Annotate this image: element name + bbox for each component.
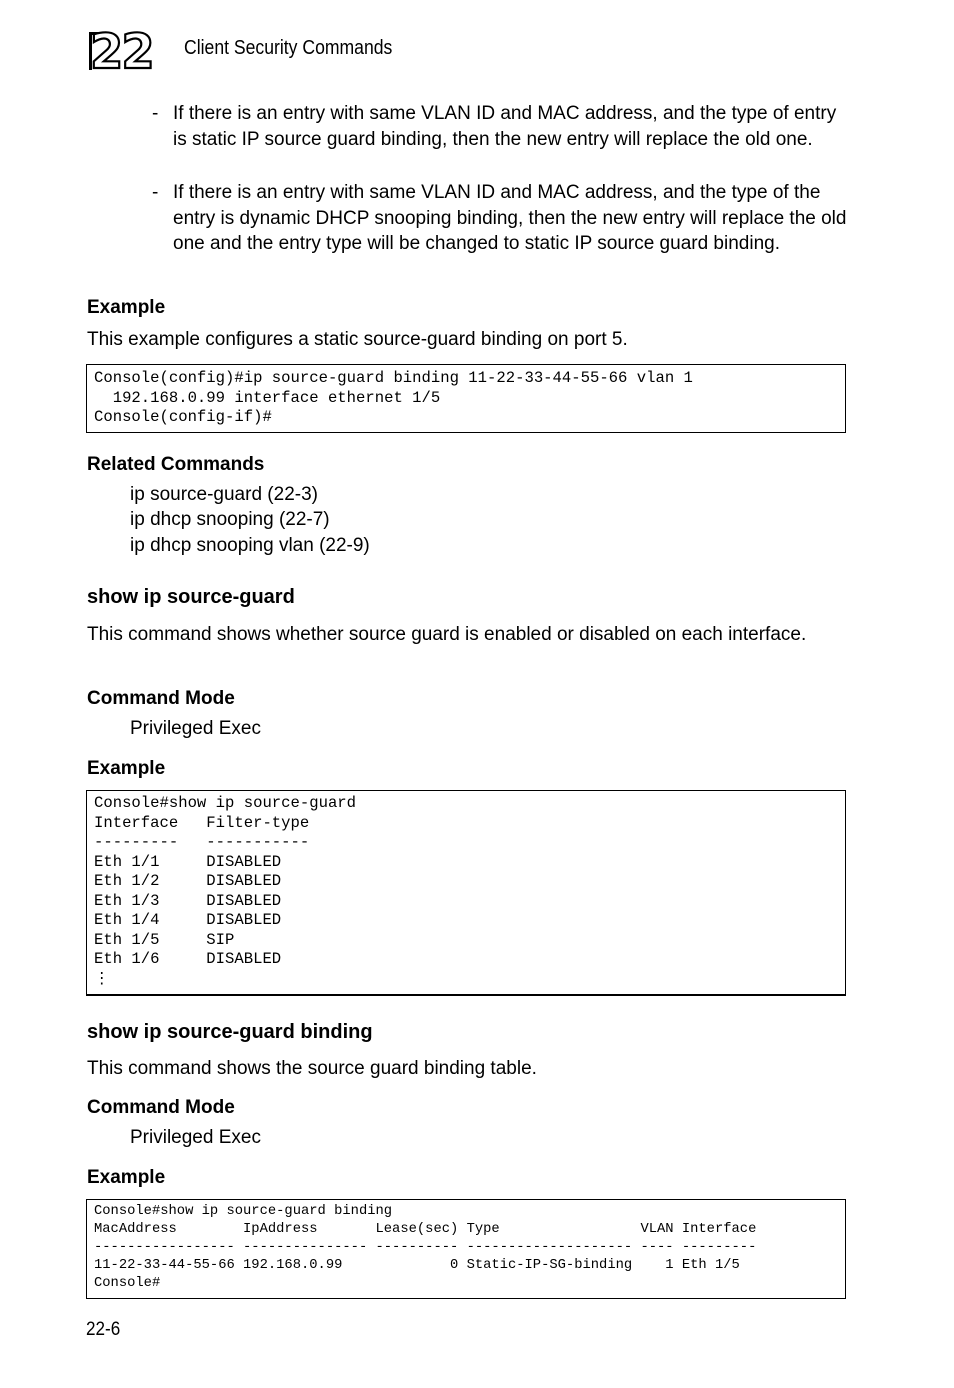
code-block [86,790,846,996]
related-command-link[interactable]: ip dhcp snooping (22-7) [130,509,330,530]
code-block [86,364,846,433]
chapter-number: 22 [90,28,153,72]
bullet-text: If there is an entry with same VLAN ID and MAC address, and the type of entry is static IP source guard binding, then the new entry will replace the old one. [173,103,837,150]
bullet-dash: - [152,182,159,203]
command-mode-value: Privileged Exec [130,1127,261,1148]
command-mode-heading: Command Mode [87,1097,235,1118]
example-heading: Example [87,1167,166,1188]
code-block [86,1199,846,1299]
code-text: Console#show ip source-guard Interface Filter-type --------- ----------- Eth 1/1 DISABLED Eth 1/2 DISABLED Eth 1/3 DISABLED Eth 1/4 DISABLED Eth 1/5 SIP Eth 1/6 DISABLED ⋮ [94,794,357,988]
section-description: This command shows whether source guard is enabled or disabled on each interface. [87,624,807,645]
code-text: Console(config)#ip source-guard binding 11-22-33-44-55-66 vlan 1 192.168.0.99 interface ethernet 1/5 Console(config-if)# [94,369,693,426]
bullet-dash: - [152,103,159,124]
bullet-text: If there is an entry with same VLAN ID and MAC address, and the type of the entry is dynamic DHCP snooping binding, then the new entry will replace the old one and the entry type will be changed to static IP source guard binding. [173,182,847,254]
chapter-title: Client Security Commands [184,37,393,59]
code-text: Console#show ip source-guard binding MacAddress IpAddress Lease(sec) Type VLAN Interface ----------------- --------------- ---------- -------------------- ---- --------- 11-22-33-44-55-66 192.168.0.99 0 Static-IP-SG-binding 1 Eth 1/5 Console# [94,1204,757,1291]
section-title: show ip source-guard [87,586,295,608]
section-description: This command shows the source guard binding table. [87,1058,537,1079]
related-command-link[interactable]: ip source-guard (22-3) [130,484,318,505]
example-heading: Example [87,758,166,779]
example-heading: Example [87,297,166,318]
related-command-link[interactable]: ip dhcp snooping vlan (22-9) [130,535,370,556]
command-mode-value: Privileged Exec [130,718,261,739]
page-number: 22-6 [86,1319,121,1340]
section-title: show ip source-guard binding [87,1021,373,1043]
related-commands-heading: Related Commands [87,454,265,475]
example-description: This example configures a static source-guard binding on port 5. [87,329,628,350]
command-mode-heading: Command Mode [87,688,235,709]
chapter-number-badge [88,28,168,72]
